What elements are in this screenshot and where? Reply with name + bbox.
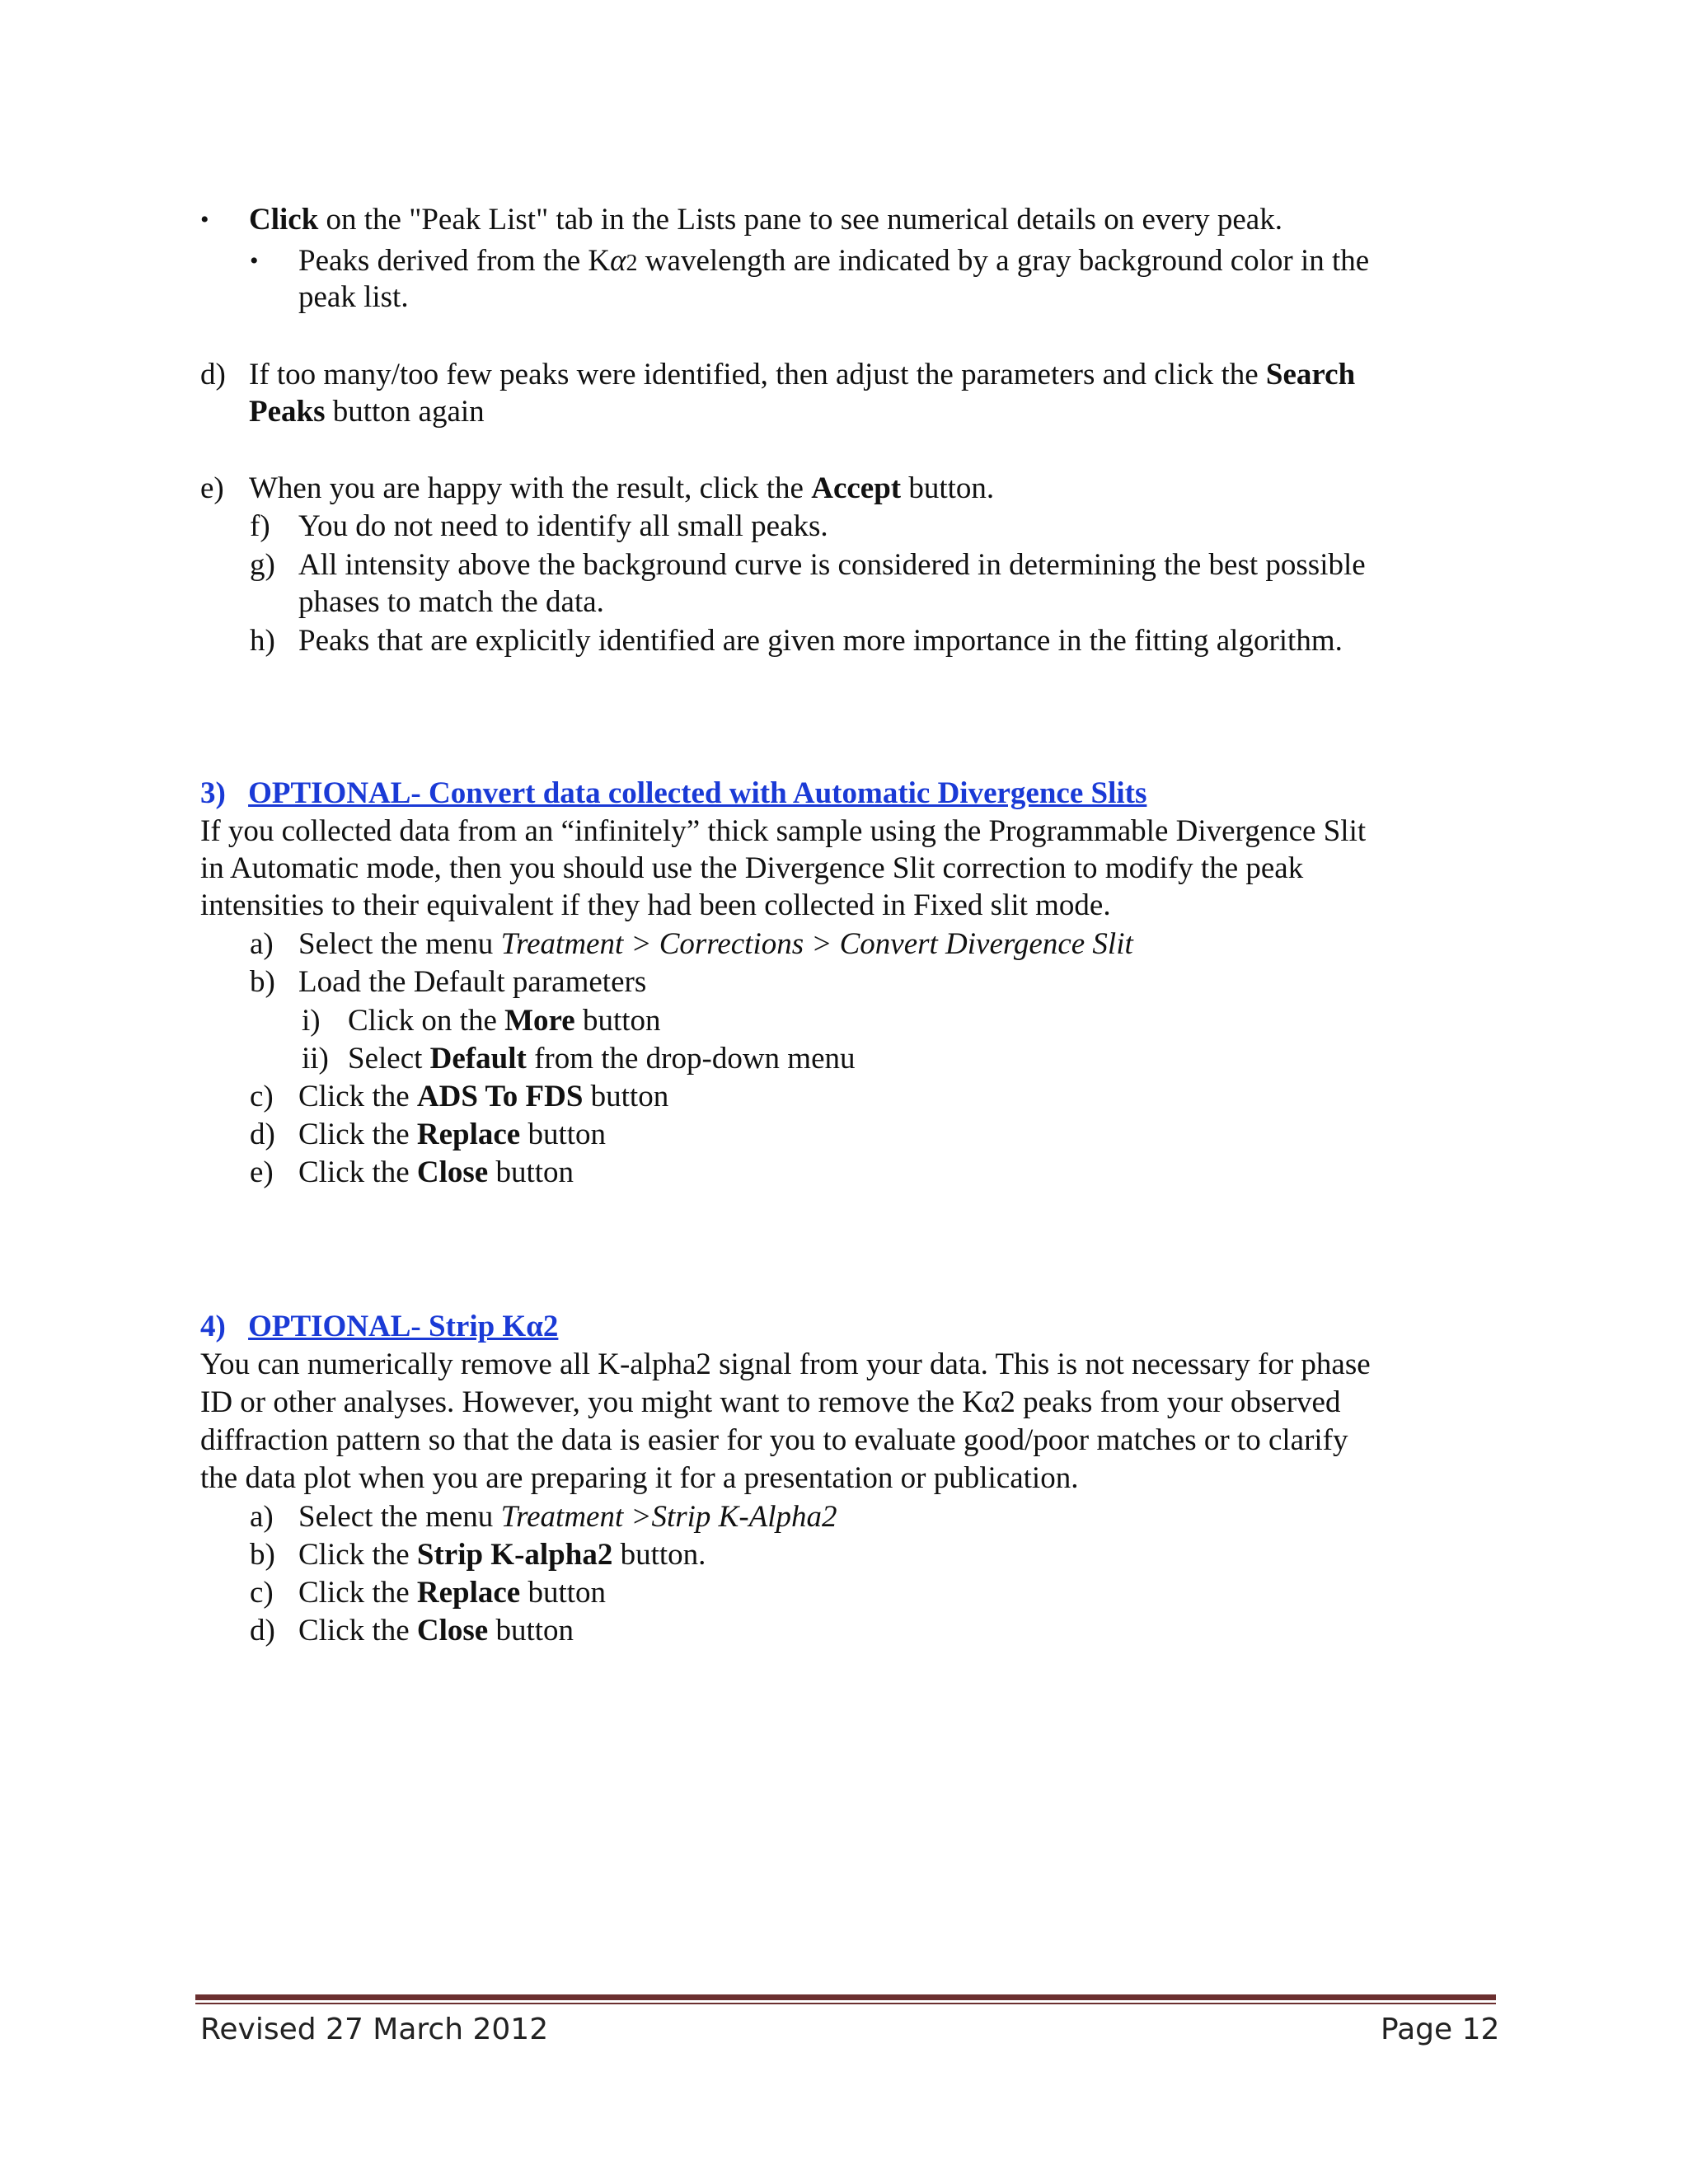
list-label: c) — [250, 1576, 274, 1610]
section-4-para-line: ID or other analyses. However, you might want to remove the Kα2 peaks from your observed — [200, 1385, 1341, 1419]
section-3-item-e: Click the Close button — [298, 1155, 574, 1189]
section-3-item-d: Click the Replace button — [298, 1118, 607, 1151]
list-label: a) — [250, 927, 274, 961]
bullet-kalpha2-line2: peak list. — [298, 280, 409, 314]
section-4-para-line: diffraction pattern so that the data is easier for you to evaluate good/poor matches or to clarify — [200, 1423, 1348, 1457]
list-label: d) — [250, 1118, 275, 1151]
list-label: e) — [250, 1155, 274, 1189]
section-3-heading: 3) OPTIONAL- Convert data collected with Automatic Divergence Slits — [200, 776, 1147, 810]
footer-rule-thin — [195, 2003, 1496, 2004]
sub-g-line1: All intensity above the background curve is considered in determining the best possible — [298, 548, 1366, 582]
section-3-para-line: in Automatic mode, then you should use the Divergence Slit correction to modify the peak — [200, 851, 1304, 885]
section-4-para-line: You can numerically remove all K-alpha2 signal from your data. This is not necessary for phase — [200, 1347, 1371, 1381]
list-label: h) — [250, 624, 275, 658]
footer-rule — [195, 1994, 1496, 2000]
section-3-title-link[interactable]: OPTIONAL- Convert data collected with Automatic Divergence Slits — [248, 776, 1147, 810]
bullet-kalpha2-line1: Peaks derived from the Kα2 wavelength are indicated by a gray background color in the — [298, 244, 1370, 278]
section-3-item-a: Select the menu Treatment > Corrections > Convert Divergence Slit — [298, 927, 1133, 961]
list-label: g) — [250, 548, 275, 582]
list-label: d) — [200, 358, 226, 391]
step-d-line2: Peaks button again — [249, 395, 485, 429]
bullet-glyph: • — [200, 206, 209, 233]
sub-h: Peaks that are explicitly identified are given more importance in the fitting algorithm. — [298, 624, 1343, 658]
section-4-item-a: Select the menu Treatment >Strip K-Alpha2 — [298, 1500, 837, 1534]
section-4-title-link[interactable]: OPTIONAL- Strip Kα2 — [248, 1310, 559, 1343]
footer-page-number: Page 12 — [1381, 2013, 1500, 2046]
section-4-item-d: Click the Close button — [298, 1614, 574, 1647]
step-d-line1: If too many/too few peaks were identified, then adjust the parameters and click the Search — [249, 358, 1356, 391]
list-label: b) — [250, 1538, 275, 1572]
section-4-para-line: the data plot when you are preparing it for a presentation or publication. — [200, 1461, 1079, 1495]
list-label: b) — [250, 965, 275, 999]
section-4-item-b: Click the Strip K-alpha2 button. — [298, 1538, 706, 1572]
bullet-peak-list: Click on the "Peak List" tab in the Lists pane to see numerical details on every peak. — [249, 203, 1282, 237]
list-label: ii) — [302, 1042, 329, 1076]
footer-revised-date: Revised 27 March 2012 — [200, 2013, 549, 2046]
list-label: i) — [302, 1004, 321, 1038]
bold-text: Click — [249, 203, 319, 237]
list-label: a) — [250, 1500, 274, 1534]
step-e: When you are happy with the result, click the Accept button. — [249, 471, 995, 505]
list-label: c) — [250, 1080, 274, 1113]
section-3-item-c: Click the ADS To FDS button — [298, 1080, 669, 1113]
sub-g-line2: phases to match the data. — [298, 585, 604, 619]
bullet-glyph: • — [250, 247, 259, 274]
section-3-para-line: intensities to their equivalent if they had been collected in Fixed slit mode. — [200, 888, 1111, 922]
section-4-item-c: Click the Replace button — [298, 1576, 607, 1610]
section-3-item-b: Load the Default parameters — [298, 965, 647, 999]
section-4-heading: 4) OPTIONAL- Strip Kα2 — [200, 1310, 559, 1343]
section-3-item-b-i: Click on the More button — [348, 1004, 661, 1038]
list-label: e) — [200, 471, 224, 505]
section-3-para-line: If you collected data from an “infinitely” thick sample using the Programmable Divergence Slit — [200, 814, 1367, 848]
section-3-item-b-ii: Select Default from the drop-down menu — [348, 1042, 856, 1076]
list-label: f) — [250, 509, 270, 543]
sub-f: You do not need to identify all small peaks. — [298, 509, 828, 543]
list-label: d) — [250, 1614, 275, 1647]
